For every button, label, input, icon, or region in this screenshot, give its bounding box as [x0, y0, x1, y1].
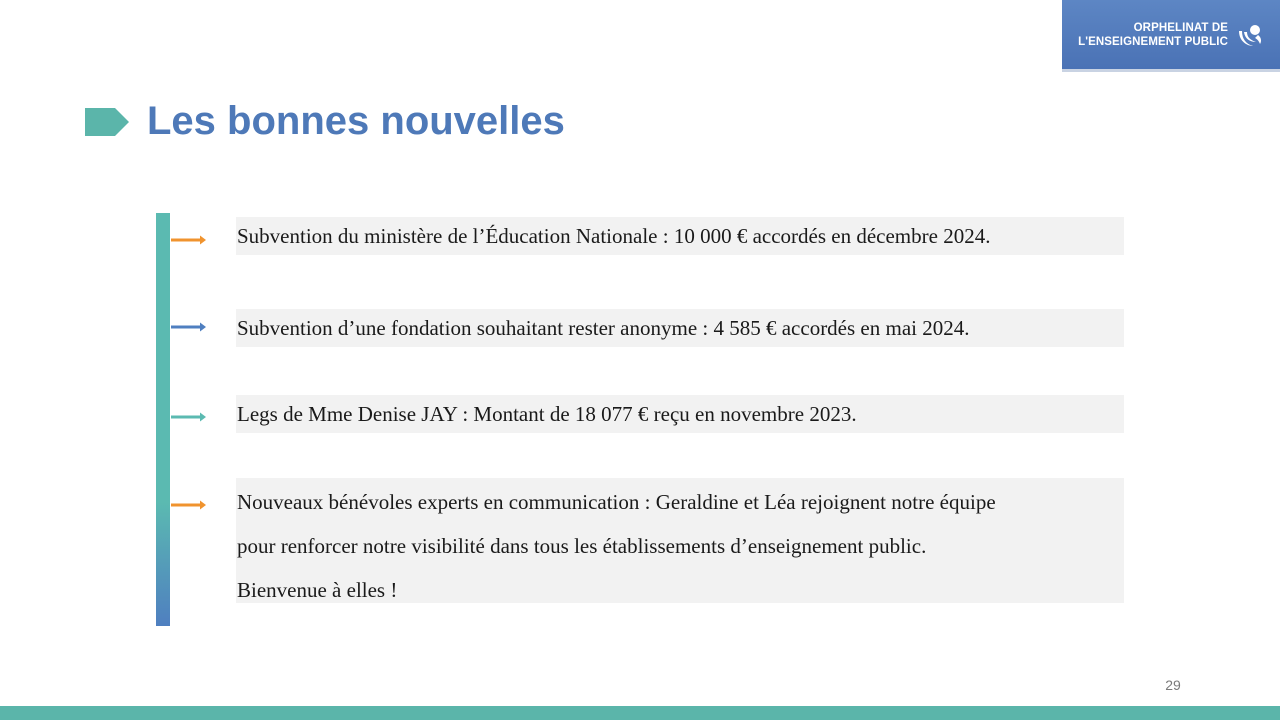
news-text: Legs de Mme Denise JAY : Montant de 18 077 € reçu en novembre 2023.	[237, 402, 857, 426]
news-item-foundation-grant	[236, 309, 1124, 347]
logo-banner	[1062, 0, 1280, 69]
logo-line-2: L'ENSEIGNEMENT PUBLIC	[1078, 36, 1228, 48]
logo-shadow	[1062, 69, 1280, 72]
news-text: Subvention du ministère de l’Éducation Nationale : 10 000 € accordés en décembre 2024.	[237, 224, 991, 248]
orphelinat-emblem-icon	[1236, 22, 1264, 48]
news-text-line: pour renforcer notre visibilité dans tous les établissements d’enseignement public.	[237, 534, 927, 558]
timeline-bar	[156, 213, 170, 626]
footer-bar	[0, 706, 1280, 720]
logo-line-1: ORPHELINAT DE	[1133, 22, 1228, 34]
arrow-icon-teal	[171, 412, 207, 422]
title-marker-icon	[85, 108, 129, 136]
news-item-volunteers	[236, 478, 1124, 603]
page-title: Les bonnes nouvelles	[147, 99, 565, 143]
news-text-line: Bienvenue à elles !	[237, 578, 398, 602]
news-text: Subvention d’une fondation souhaitant rester anonyme : 4 585 € accordés en mai 2024.	[237, 316, 970, 340]
news-item-ministry-grant	[236, 217, 1124, 255]
logo-text	[1078, 21, 1228, 49]
page-number: 29	[1165, 677, 1181, 693]
arrow-icon-orange	[171, 500, 207, 510]
arrow-icon-blue	[171, 322, 207, 332]
news-text-line: Nouveaux bénévoles experts en communication : Geraldine et Léa rejoignent notre équipe	[237, 490, 996, 514]
news-item-bequest	[236, 395, 1124, 433]
arrow-icon-orange	[171, 235, 207, 245]
